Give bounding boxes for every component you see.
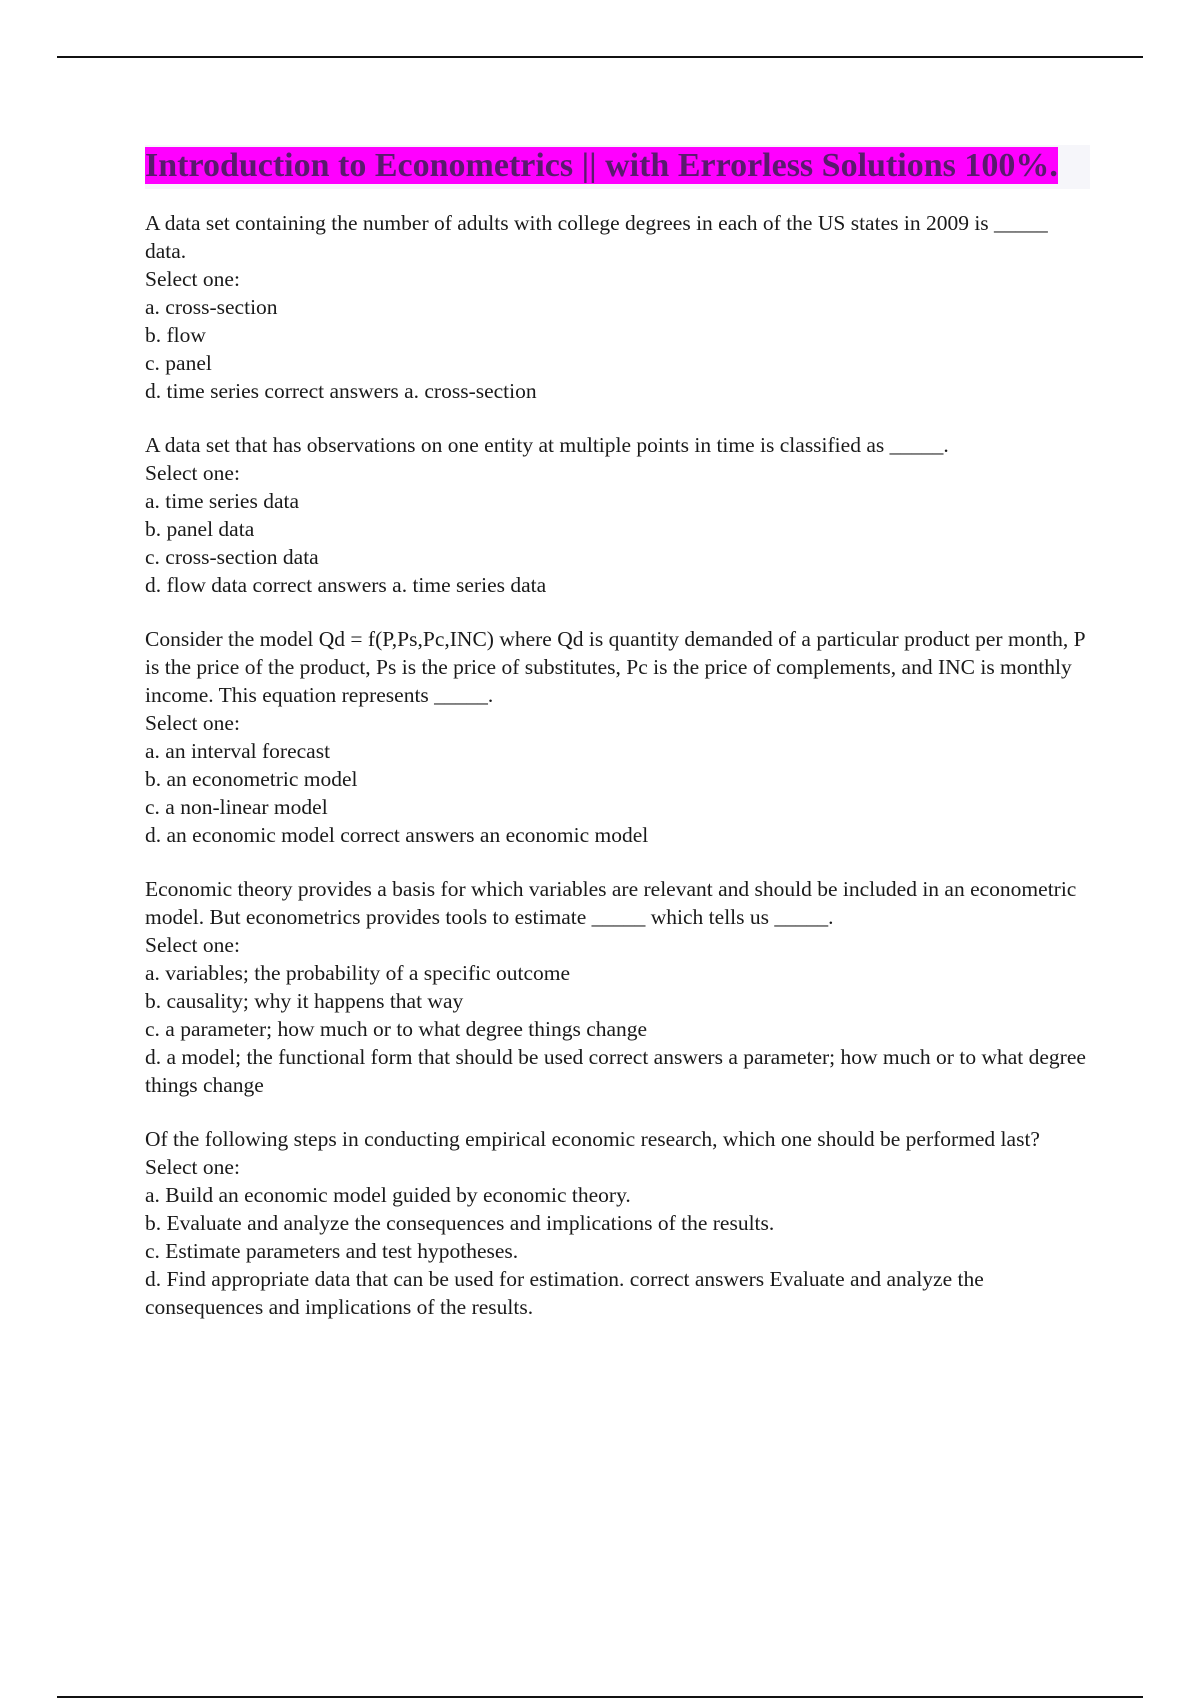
answer-option: a. time series data — [145, 489, 300, 513]
document-body — [145, 145, 1090, 1347]
answer-option: c. panel — [145, 351, 212, 375]
question-2 — [145, 431, 1090, 599]
answer-option: b. flow — [145, 323, 206, 347]
question-prompt: A data set that has observations on one entity at multiple points in time is classified as _____. — [145, 433, 949, 457]
answer-option: b. an econometric model — [145, 767, 358, 791]
question-3 — [145, 625, 1090, 849]
answer-option: c. cross-section data — [145, 545, 319, 569]
answer-option: b. causality; why it happens that way — [145, 989, 464, 1013]
answer-option: d. flow data correct answers a. time series data — [145, 573, 547, 597]
answer-option: a. an interval forecast — [145, 739, 331, 763]
question-prompt: A data set containing the number of adults with college degrees in each of the US states in 2009 is _____ data. — [145, 211, 1054, 263]
question-instruction: Select one: — [145, 711, 240, 735]
answer-option: d. Find appropriate data that can be used for estimation. correct answers Evaluate and analyze the consequences and implications of the results. — [145, 1267, 990, 1319]
answer-option: a. Build an economic model guided by economic theory. — [145, 1183, 631, 1207]
question-4 — [145, 875, 1090, 1099]
question-5 — [145, 1125, 1090, 1321]
answer-option: b. Evaluate and analyze the consequences and implications of the results. — [145, 1211, 775, 1235]
header-rule — [57, 56, 1143, 58]
document-title-text: Introduction to Econometrics || with Errorless Solutions 100%. — [145, 147, 1058, 184]
question-instruction: Select one: — [145, 461, 240, 485]
answer-option: d. time series correct answers a. cross-section — [145, 379, 537, 403]
footer-rule — [57, 1696, 1143, 1698]
answer-option: d. a model; the functional form that should be used correct answers a parameter; how much or to what degree things change — [145, 1045, 1092, 1097]
question-prompt: Of the following steps in conducting empirical economic research, which one should be performed last? — [145, 1127, 1040, 1151]
answer-option: c. Estimate parameters and test hypotheses. — [145, 1239, 519, 1263]
question-1 — [145, 209, 1090, 405]
answer-option: c. a non-linear model — [145, 795, 328, 819]
answer-option: a. cross-section — [145, 295, 278, 319]
question-instruction: Select one: — [145, 1155, 240, 1179]
document-title — [145, 145, 1090, 187]
answer-option: c. a parameter; how much or to what degree things change — [145, 1017, 648, 1041]
question-instruction: Select one: — [145, 267, 240, 291]
question-prompt: Economic theory provides a basis for which variables are relevant and should be included in an econometric model. But econometrics provides tools to estimate _____ which tells us _____. — [145, 877, 1082, 929]
title-block — [145, 145, 1090, 189]
question-prompt: Consider the model Qd = f(P,Ps,Pc,INC) where Qd is quantity demanded of a particular product per month, P is the price of the product, Ps is the price of substitutes, Pc is the price of complements, and INC is monthly income. This equation represents _____. — [145, 627, 1091, 707]
answer-option: b. panel data — [145, 517, 255, 541]
answer-option: d. an economic model correct answers an economic model — [145, 823, 649, 847]
question-instruction: Select one: — [145, 933, 240, 957]
answer-option: a. variables; the probability of a specific outcome — [145, 961, 571, 985]
